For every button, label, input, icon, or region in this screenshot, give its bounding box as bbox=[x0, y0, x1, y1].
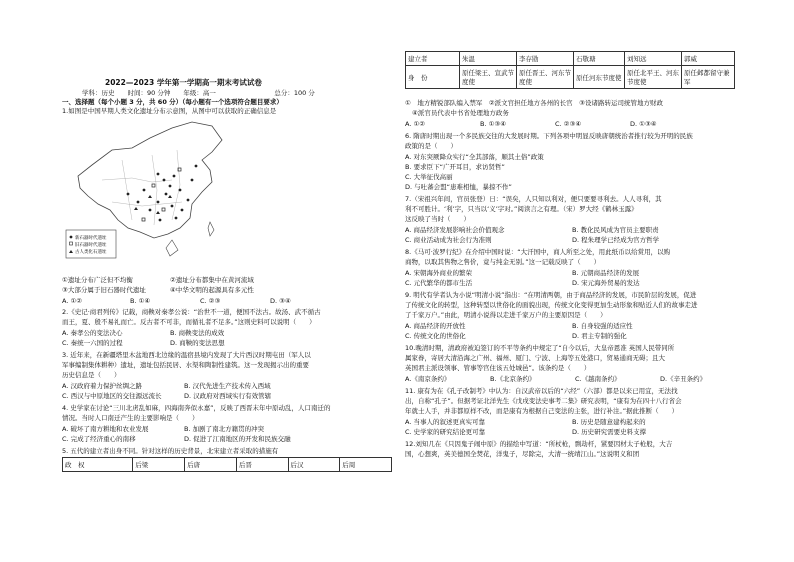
q1-option-2: ②遗址分布都集中在黄河流域 bbox=[170, 276, 254, 284]
q10-option-a[interactable]: A.《南京条约》 bbox=[405, 375, 451, 383]
q7-option-b[interactable]: B. 教化民风成为官员主要职责 bbox=[572, 226, 659, 234]
q11-option-b[interactable]: B. 历史是随意建构起来的 bbox=[572, 418, 646, 426]
q5-cell-regime: 政 权 bbox=[63, 458, 133, 472]
question-2-line-1: 2.《史记·商君列传》记载，商鞅对秦孝公说：“治世不一道，便国不法古。故汤、武不循古 bbox=[62, 308, 321, 316]
question-6-line-2: 政策的是（ ） bbox=[405, 142, 457, 150]
q9-option-d[interactable]: D. 君主专制的强化 bbox=[572, 332, 627, 340]
q9-option-b[interactable]: B. 自身较强的适应性 bbox=[572, 322, 633, 330]
legend-fossil: 古人类化石遗址 bbox=[75, 250, 107, 255]
q5-cell-houliang: 后梁 bbox=[133, 458, 185, 472]
q7-option-d[interactable]: D. 程朱理学已经成为官方哲学 bbox=[572, 236, 660, 244]
q5-cell-houjin: 后晋 bbox=[236, 458, 288, 472]
q6-option-a[interactable]: A. 对东突厥降众实行“全其部落，顺其土俗”政策 bbox=[405, 153, 544, 161]
question-4-line-2: 情况。当时人口南迁产生的主要影响是（ ） bbox=[62, 414, 199, 422]
q5-choice-a[interactable]: A. ①② bbox=[405, 120, 426, 128]
q5-cell-houhan: 后汉 bbox=[288, 458, 340, 472]
founder-row-3: 原任河东节度使 bbox=[574, 66, 625, 89]
q1-choice-d[interactable]: D. ③④ bbox=[270, 297, 291, 305]
q1-option-3: ③大部分属于旧石器时代遗址 bbox=[62, 286, 146, 294]
q1-choice-b[interactable]: B. ①④ bbox=[130, 297, 151, 305]
founder-head-5: 郭威 bbox=[682, 52, 735, 66]
legend-paleolithic: 旧石器时代遗址 bbox=[75, 243, 107, 248]
founder-row-5: 原任邺都留守兼军 bbox=[682, 66, 735, 89]
section-heading: 一、选择题（每个小题 3 分，共 60 分）（每小题有一个选项符合题目要求） bbox=[62, 98, 283, 106]
question-10-line-1: 10.晚清时期，清政府被迫签订的不平等条约中规定了“自今以后，大皇帝恩准 英国人民带同所 bbox=[405, 344, 675, 352]
q4-option-a[interactable]: A. 破坏了南方耕地和农业发展 bbox=[62, 425, 149, 433]
exam-meta: 学科：历史 时间：90 分钟 年级：高一 总分：100 分 bbox=[82, 89, 315, 97]
q6-option-d[interactable]: D. 与吐蕃会盟“患难相恤，暴掠不作” bbox=[405, 183, 512, 191]
question-8-line-1: 8.《马可·波罗行纪》在介绍中国时说：“大汗国中，商人所至之处，用此纸币以给赏用，以购 bbox=[405, 248, 671, 256]
question-11-line-3: 年就士人手，并非都原样不改，而是康有为根据自己变法的主张，进行补注。”据此推断（ ） bbox=[405, 407, 679, 415]
question-12-line-1: 12.刘知几在《只因鬼子闹中原》的描绘中写道：“所杖枪，剽劫杆，紧要因材太子枪般，大吉 bbox=[405, 440, 673, 448]
question-9-line-2: 了传统文化的转型，这种转型以世俗化的面貌出现，传统文化变得更加生动形象和贴近人们的故事走进 bbox=[405, 301, 698, 309]
q3-option-b[interactable]: B. 汉代先进生产技术传入西域 bbox=[184, 382, 271, 390]
founder-row-2: 原任晋王、河东节度使 bbox=[517, 66, 574, 89]
question-11-line-1: 11. 康有为在《孔子改制考》中认为：自汉武帝以后的“六经”（六部）都是以来已用宜，无法找 bbox=[405, 387, 678, 395]
question-12-line-2: 国，心想爽，英美德国全焚花，洋鬼子，尽除完，大清一统靖江山。”这说明义和团 bbox=[405, 450, 640, 458]
q2-option-b[interactable]: B. 商鞅变法的成效 bbox=[170, 329, 225, 337]
q5-regime-table bbox=[62, 457, 392, 472]
question-3-line-1: 3. 近年来，在新疆塔里木盆地西北边缘的温宿县境内发现了大片西汉时期屯田（军人以 bbox=[62, 351, 311, 359]
q2-option-d[interactable]: D. 商鞅的变法思想 bbox=[170, 339, 225, 347]
q6-option-c[interactable]: C. 大举征伐高丽 bbox=[405, 173, 453, 181]
founder-head-4: 刘知远 bbox=[625, 52, 682, 66]
question-10-line-3: 英国君主派设领事、管事等官住该五处城邑”。该条约是（ ） bbox=[405, 364, 591, 372]
q1-choice-c[interactable]: C. ②③ bbox=[200, 297, 221, 305]
q5-opts-line-2: ④派官员代表中书省处理地方政务 bbox=[412, 109, 509, 117]
q8-option-a[interactable]: A. 宋朝海外商业的繁荣 bbox=[405, 269, 472, 277]
founder-row-1: 原任梁王、宣武节度使 bbox=[460, 66, 517, 89]
q5-founder-table bbox=[405, 51, 735, 89]
legend-neolithic: 新石器时代遗址 bbox=[75, 236, 107, 241]
q3-option-c[interactable]: C. 西汉与中原地区的交往源远流长 bbox=[62, 392, 162, 400]
q11-option-c[interactable]: C. 史学家的研究结论更可靠 bbox=[405, 428, 486, 436]
q10-option-b[interactable]: B.《北京条约》 bbox=[490, 375, 536, 383]
q8-option-c[interactable]: C. 元代繁华的都市生活 bbox=[405, 279, 473, 287]
q2-option-a[interactable]: A. 秦孝公的变法决心 bbox=[62, 329, 123, 337]
question-1: 1.如图是中国早期人类文化遗址分布示意图，从图中可以获取的正确信息是 bbox=[62, 107, 277, 115]
q8-option-b[interactable]: B. 元朝商品经济的发展 bbox=[572, 269, 640, 277]
q3-option-d[interactable]: D. 汉政府对西域实行有效管辖 bbox=[184, 392, 272, 400]
q4-option-b[interactable]: B. 加剧了南北方籍贯的冲突 bbox=[184, 425, 265, 433]
question-7-line-3: 这反映了当时（ ） bbox=[405, 215, 470, 223]
founder-head-0: 建立者 bbox=[406, 52, 460, 66]
founder-head-1: 朱温 bbox=[460, 52, 517, 66]
question-9-line-3: 了千家万户。”由此，明清小说得以走进千家万户的主要原因是（ ） bbox=[405, 311, 607, 319]
founder-head-3: 石敬瑭 bbox=[574, 52, 625, 66]
china-map bbox=[62, 110, 242, 275]
q1-option-4: ④中华文明的起源具有多元性 bbox=[170, 286, 254, 294]
founder-head-2: 李存勖 bbox=[517, 52, 574, 66]
question-6-line-1: 6. 隋唐时期出现一个多民族交往的大发展时期。下列各项中明显反映唐朝统治者推行较为开明的民族 bbox=[405, 132, 693, 140]
q5-cell-houtang: 后唐 bbox=[185, 458, 237, 472]
question-5-line-1: 5. 五代的建立者出身不同。针对这样的历史背景，北宋建立者采取的措施有 bbox=[62, 447, 279, 455]
q5-choice-c[interactable]: C. ②③④ bbox=[555, 120, 582, 128]
q4-option-c[interactable]: C. 完成了经济重心的南移 bbox=[62, 435, 136, 443]
q5-choice-d[interactable]: D. ①③④ bbox=[630, 120, 657, 128]
q9-option-a[interactable]: A. 商品经济的开放性 bbox=[405, 322, 466, 330]
q2-option-c[interactable]: C. 秦统一六国的过程 bbox=[62, 339, 123, 347]
question-8-line-2: 商物，以取其售物之售价，竟与纯金无别。”这一记载反映了（ ） bbox=[405, 258, 601, 266]
q3-option-a[interactable]: A. 汉政府着力保护丝绸之路 bbox=[62, 382, 142, 390]
q10-option-d[interactable]: D.《辛丑条约》 bbox=[660, 375, 707, 383]
q9-option-c[interactable]: C. 传统文化的世俗化 bbox=[405, 332, 466, 340]
q5-cell-houzhou: 后周 bbox=[340, 458, 392, 472]
question-11-line-2: 出，自称“孔子”。但据考证北洋先生《戊戌变法史事考二集》研究表明，“康有为在四十八行省会 bbox=[405, 397, 682, 405]
question-4-line-1: 4. 史学家在讨论“三川北虏乱如麻，四海南奔似永嘉”，反映了西晋末年中原动乱，人口南迁的 bbox=[62, 404, 331, 412]
exam-title: 2022—2023 学年第一学期高一期末考试试卷 bbox=[105, 78, 262, 87]
q1-choice-a[interactable]: A. ①② bbox=[62, 297, 83, 305]
q5-choice-b[interactable]: B. ①③④ bbox=[480, 120, 507, 128]
question-7-line-1: 7.（宋祖兴年间，官员张登）日：“误矣，人只知以利对，便只要要寻利去。人人寻利，其 bbox=[405, 195, 662, 203]
founder-row-4: 原任北平王、河东节度使 bbox=[625, 66, 682, 89]
founder-row-0: 身 份 bbox=[406, 66, 460, 89]
question-3-line-2: 军事编制集体耕种）遗址，遗址包括民居、水渠和陶制性建筑。这一发现揭示出的重要 bbox=[62, 361, 309, 369]
question-10-line-2: 属家眷，寄居大清沿海之广州、福州、厦门、宁波、上海等五处港口，贸易通商无碍；且大 bbox=[405, 354, 665, 362]
q10-option-c[interactable]: C.《越南条约》 bbox=[575, 375, 621, 383]
q11-option-a[interactable]: A. 当事人的叙述更真实可靠 bbox=[405, 418, 485, 426]
q1-option-1: ①遗址分布广泛但不均衡 bbox=[62, 276, 133, 284]
q8-option-d[interactable]: D. 宋元海外贸易的发达 bbox=[572, 279, 640, 287]
q7-option-c[interactable]: C. 商业活动成为社会行为准则 bbox=[405, 236, 492, 244]
question-3-line-3: 历史信息是（ ） bbox=[62, 371, 121, 379]
q4-option-d[interactable]: D. 促进了江南地区的开发和民族交融 bbox=[184, 435, 291, 443]
q11-option-d[interactable]: D. 历史研究需要史料支撑 bbox=[572, 428, 647, 436]
question-7-line-2: 利不可胜计。‘利’字，只当以‘义’字对。”阅读言之有理。（宋）罗大经《鹤林玉露》 bbox=[405, 205, 638, 213]
q5-opts-line-1: ① 地方精锐部队编入禁军 ②派文官担任地方各州的长官 ③设诸路转运司统管地方财政 bbox=[405, 99, 663, 107]
q7-option-a[interactable]: A. 商品经济发展影响社会价值观念 bbox=[405, 226, 505, 234]
question-9-line-1: 9. 明代有学者认为小说“明清小说”指出：“在明清两朝，由于商品经济的发展，市民阶层的发展，促进 bbox=[405, 291, 697, 299]
question-2-line-2: 而王，夏、殷不易礼而亡。反古者不可非，而循礼者不足多。”这则史料可以说明（ ） bbox=[62, 318, 316, 326]
q6-option-b[interactable]: B. 要求臣下“广开耳目，求访贤哲” bbox=[405, 163, 505, 171]
